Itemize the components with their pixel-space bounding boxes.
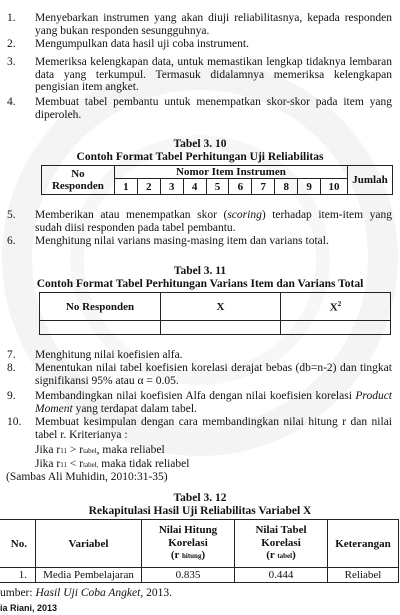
step-text (35, 209, 392, 234)
criterion-sub: 11 (60, 461, 67, 469)
table-12-title: Rekapitulasi Hasil Uji Reliabilitas Variabel X (88, 505, 312, 517)
table-10-item-number: 4 (183, 179, 206, 195)
table-10-caption: Tabel 3. 10 (173, 138, 227, 150)
table-12-cell-no: 1. (0, 568, 36, 583)
step-number: 10. (7, 416, 22, 428)
table-12-col-no: No. (0, 520, 36, 568)
table-12-hitung-l2: Korelasi (168, 536, 208, 549)
step-number: 5. (7, 209, 16, 221)
table-source (0, 587, 172, 600)
table-source-part: 2013. (143, 587, 172, 599)
table-11-col-no: No Responden (40, 293, 161, 321)
table-12-col-var: Variabel (36, 520, 142, 568)
table-10-col-no: No (71, 168, 85, 180)
step-text: Menyebarkan instrumen yang akan diuji reliabilitasnya, kepada responden yang bukan responden sesungguhnya. (35, 12, 392, 37)
criterion-part: maka tidak reliabel (98, 458, 190, 470)
step-text: Membuat tabel pembantu untuk menempatkan skor-skor pada item yang diperoleh. (35, 96, 392, 121)
page-footer-author: ia Riani, 2013 (0, 603, 58, 613)
step-text: Memeriksa kelengkapan data, untuk memastikan lengkap tidaknya lembaran data yang terkumpul. Termasuk didalamnya memeriksa kelengkapan pengisian item angket. (35, 56, 392, 93)
table-10-col-resp: Responden (51, 180, 104, 192)
table-source-part: umber: (0, 587, 36, 599)
step-text: Menghitung nilai varians masing-masing item dan varians total. (35, 235, 329, 247)
table-12-tabel-l2: Korelasi (261, 536, 301, 549)
step-text-part: ) terhadap item-item yang sudah diisi responden pada tabel pembantu. (35, 209, 392, 234)
table-12-tabel-close: ) (292, 549, 296, 562)
table-10-item-number: 3 (160, 179, 183, 195)
table-12-caption: Tabel 3. 12 (173, 492, 227, 504)
step-number: 7. (7, 349, 16, 361)
table-10-header-no (42, 166, 115, 195)
table-11-col-x2-base: X (329, 301, 338, 314)
criterion-part: , maka reliabel (96, 444, 165, 456)
step-text: Menghitung nilai koefisien alfa. (35, 349, 183, 361)
table-11-col-x2-sup: 2 (337, 299, 342, 308)
criterion-sub: tabel (83, 447, 97, 455)
table-12 (0, 519, 399, 583)
table-12-col-hitung (142, 520, 235, 568)
table-10-item-number: 8 (275, 179, 298, 195)
table-12-col-tabel (235, 520, 328, 568)
step-number: 6. (7, 235, 16, 247)
table-10-item-number: 5 (206, 179, 229, 195)
step-text-emphasis: scoring (227, 209, 262, 221)
step-text-emphasis: Product Moment (35, 390, 392, 415)
table-10-col-total: Jumlah (347, 166, 392, 195)
step-number: 3. (7, 56, 16, 68)
table-12-cell-hitung: 0.835 (142, 568, 235, 583)
table-11-empty-cell (40, 321, 161, 335)
table-12-cell-var: Media Pembelajaran (36, 568, 142, 583)
step-text: Membuat kesimpulan dengan cara membandingkan nilai hitung r dan nilai tabel r. Kriterianya : (35, 416, 392, 441)
step-text (35, 390, 392, 415)
table-row (0, 568, 399, 583)
source-reference: (Sambas Ali Muhidin, 2010:31-35) (6, 471, 168, 483)
table-10 (41, 165, 393, 195)
table-12-tabel-l1: Nilai Tabel (255, 524, 307, 537)
table-12-col-ket: Keterangan (328, 520, 399, 568)
table-10-item-number: 2 (137, 179, 160, 195)
table-10-title: Contoh Format Tabel Perhitungan Uji Reliabilitas (76, 151, 324, 163)
step-text-part: Membandingkan nilai koefisien Alfa dengan nilai koefisien korelasi (35, 390, 356, 402)
table-12-hitung-l3: (r (170, 549, 182, 562)
step-number: 4. (7, 96, 16, 108)
step-number: 8. (7, 362, 16, 374)
table-10-item-number: 9 (298, 179, 321, 195)
table-10-item-number: 1 (114, 179, 137, 195)
table-12-tabel-sub: tabel (277, 552, 293, 561)
criterion-sub: tabel, (83, 461, 99, 469)
criterion-sub: 11 (60, 447, 67, 455)
table-11-empty-cell (161, 321, 281, 335)
table-10-item-number: 10 (321, 179, 348, 195)
step-text: Menentukan nilai tabel koefisien korelasi derajat bebas (db=n-2) dan tingkat signifikansi 95% atau α = 0.05. (35, 362, 392, 387)
step-number: 2. (7, 38, 16, 50)
table-source-emphasis: Hasil Uji Coba Angket, (35, 587, 144, 599)
table-10-col-items: Nomor Item Instrumen (114, 166, 347, 179)
table-11-title: Contoh Format Tabel Perhitungan Varians Item dan Varians Total (36, 278, 364, 290)
table-11-col-x2 (281, 293, 391, 321)
step-number: 9. (7, 390, 16, 402)
table-10-item-number: 7 (252, 179, 275, 195)
table-12-hitung-close: ) (201, 549, 206, 562)
table-12-tabel-l3: (r (266, 549, 278, 562)
table-11-empty-cell (281, 321, 391, 335)
table-12-hitung-sub: hitung (181, 552, 202, 561)
criterion-part: < r (66, 458, 84, 470)
criterion-line (35, 444, 165, 458)
table-12-cell-tabel: 0.444 (235, 568, 328, 583)
step-text-part: Memberikan atau menempatkan skor ( (35, 209, 228, 221)
table-11 (39, 292, 391, 335)
criterion-line (35, 458, 189, 472)
table-12-cell-ket: Reliabel (328, 568, 399, 583)
table-10-item-number: 6 (229, 179, 252, 195)
step-text: Mengumpulkan data hasil uji coba instrument. (35, 38, 249, 50)
table-11-col-x: X (161, 293, 281, 321)
step-number: 1. (7, 12, 16, 24)
step-text-part: yang terdapat dalam tabel. (72, 402, 197, 415)
criterion-part: Jika r (35, 458, 61, 470)
table-11-caption: Tabel 3. 11 (173, 265, 227, 277)
table-12-hitung-l1: Nilai Hitung (158, 524, 218, 537)
criterion-part: > r (66, 444, 84, 456)
criterion-part: Jika r (35, 444, 61, 456)
